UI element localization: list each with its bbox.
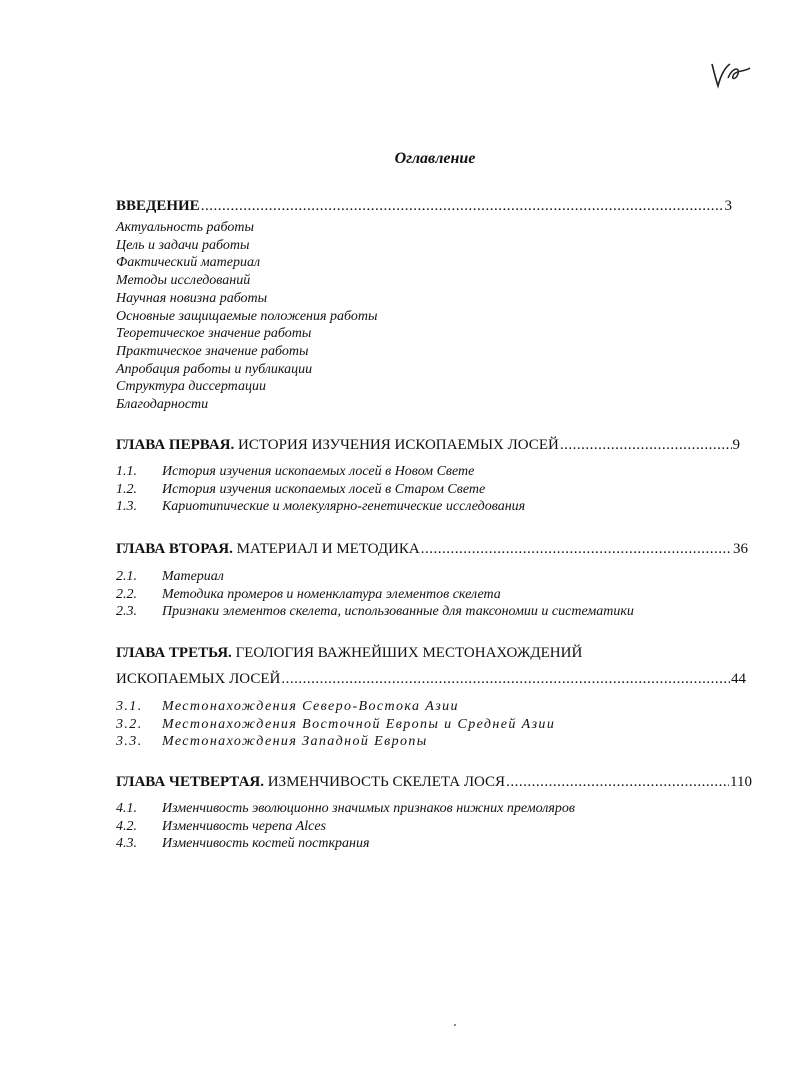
section-title: История изучения ископаемых лосей в Старом Свете — [162, 481, 486, 497]
dot-leader — [421, 541, 732, 558]
scan-speck — [454, 1024, 456, 1026]
chapter-page-number: 44 — [731, 671, 746, 687]
section-number: 2.1. — [116, 569, 137, 584]
chapter-page-number: 9 — [732, 437, 740, 453]
chapter-4-sections — [116, 800, 575, 853]
intro-item: Научная новизна работы — [116, 290, 268, 306]
intro-item: Практическое значение работы — [116, 343, 309, 359]
section-number: 3.3. — [116, 734, 143, 750]
section-row — [116, 568, 634, 586]
chapter-3-sections — [116, 698, 555, 751]
section-row — [116, 463, 525, 481]
section-number: 3.1. — [116, 699, 143, 714]
section-row — [116, 481, 525, 499]
section-title: Методика промеров и номенклатура элементов скелета — [162, 586, 501, 602]
section-title: Изменчивость костей посткрания — [162, 836, 370, 852]
section-title: Изменчивость черепа Alces — [162, 818, 327, 834]
intro-item: Актуальность работы — [116, 220, 254, 235]
dot-leader — [506, 774, 729, 791]
section-row — [116, 800, 575, 818]
chapter-label: ГЛАВА ПЕРВАЯ. — [116, 437, 235, 453]
intro-item: Теоретическое значение работы — [116, 326, 312, 342]
section-title: Кариотипические и молекулярно-генетические исследования — [162, 499, 526, 515]
toc-entry-chapter-4 — [116, 774, 752, 791]
section-number: 1.3. — [116, 499, 137, 515]
page-title: Оглавление — [394, 150, 476, 167]
intro-page-number: 3 — [724, 198, 732, 214]
chapter-page-number: 110 — [730, 774, 752, 790]
chapter-title: ГЕОЛОГИЯ ВАЖНЕЙШИХ МЕСТОНАХОЖДЕНИЙ — [235, 645, 583, 661]
chapter-2-sections — [116, 568, 634, 621]
section-title: Местонахождения Западной Европы — [162, 734, 428, 750]
handwritten-page-mark — [708, 56, 752, 90]
intro-item: Фактический материал — [116, 255, 261, 271]
section-title: Местонахождения Восточной Европы и Средней Азии — [162, 716, 556, 732]
section-number: 1.2. — [116, 481, 137, 497]
section-number: 4.1. — [116, 801, 137, 816]
section-title: Местонахождения Северо-Востока Азии — [162, 699, 459, 714]
section-row — [116, 818, 575, 836]
intro-item: Структура диссертации — [116, 379, 266, 395]
intro-heading: ВВЕДЕНИЕ — [116, 198, 200, 214]
dot-leader — [560, 437, 732, 454]
toc-entry-chapter-1 — [116, 437, 740, 454]
section-number: 3.2. — [116, 716, 143, 732]
chapter-title: ИСТОРИЯ ИЗУЧЕНИЯ ИСКОПАЕМЫХ ЛОСЕЙ — [238, 437, 559, 453]
section-row — [116, 698, 555, 716]
dot-leader — [281, 671, 730, 688]
section-title: Изменчивость эволюционно значимых признаков нижних премоляров — [162, 801, 575, 816]
intro-item: Основные защищаемые положения работы — [116, 308, 378, 324]
section-title: Признаки элементов скелета, использованные для таксономии и систематики — [162, 604, 634, 620]
chapter-title: МАТЕРИАЛ И МЕТОДИКА — [236, 541, 420, 557]
section-title: Материал — [162, 569, 224, 584]
chapter-page-number: 36 — [733, 541, 748, 557]
section-row — [116, 835, 575, 853]
intro-item: Благодарности — [116, 397, 209, 413]
section-row — [116, 586, 634, 604]
chapter-1-sections — [116, 463, 525, 516]
section-title: История изучения ископаемых лосей в Новом Свете — [162, 464, 475, 479]
toc-entry-chapter-3-line2 — [116, 671, 746, 688]
toc-entry-chapter-3-line1 — [116, 645, 582, 662]
chapter-label: ГЛАВА ТРЕТЬЯ. — [116, 645, 232, 661]
toc-entry-chapter-2 — [116, 541, 748, 558]
intro-item: Цель и задачи работы — [116, 237, 250, 253]
section-number: 4.3. — [116, 836, 137, 852]
intro-item: Апробация работы и публикации — [116, 361, 313, 377]
section-number: 2.3. — [116, 604, 137, 620]
chapter-label: ГЛАВА ЧЕТВЕРТАЯ. — [116, 774, 264, 790]
section-row — [116, 716, 555, 734]
section-number: 2.2. — [116, 586, 137, 602]
dot-leader — [201, 198, 724, 215]
section-row — [116, 603, 634, 621]
chapter-title-continued: ИСКОПАЕМЫХ ЛОСЕЙ — [116, 671, 281, 687]
section-row — [116, 733, 555, 751]
chapter-label: ГЛАВА ВТОРАЯ. — [116, 541, 233, 557]
toc-entry-introduction — [116, 198, 732, 215]
section-number: 1.1. — [116, 464, 137, 479]
intro-item: Методы исследований — [116, 273, 251, 289]
section-row — [116, 498, 525, 516]
chapter-title: ИЗМЕНЧИВОСТЬ СКЕЛЕТА ЛОСЯ — [267, 774, 506, 790]
intro-subsection-list — [116, 219, 377, 414]
section-number: 4.2. — [116, 818, 137, 834]
